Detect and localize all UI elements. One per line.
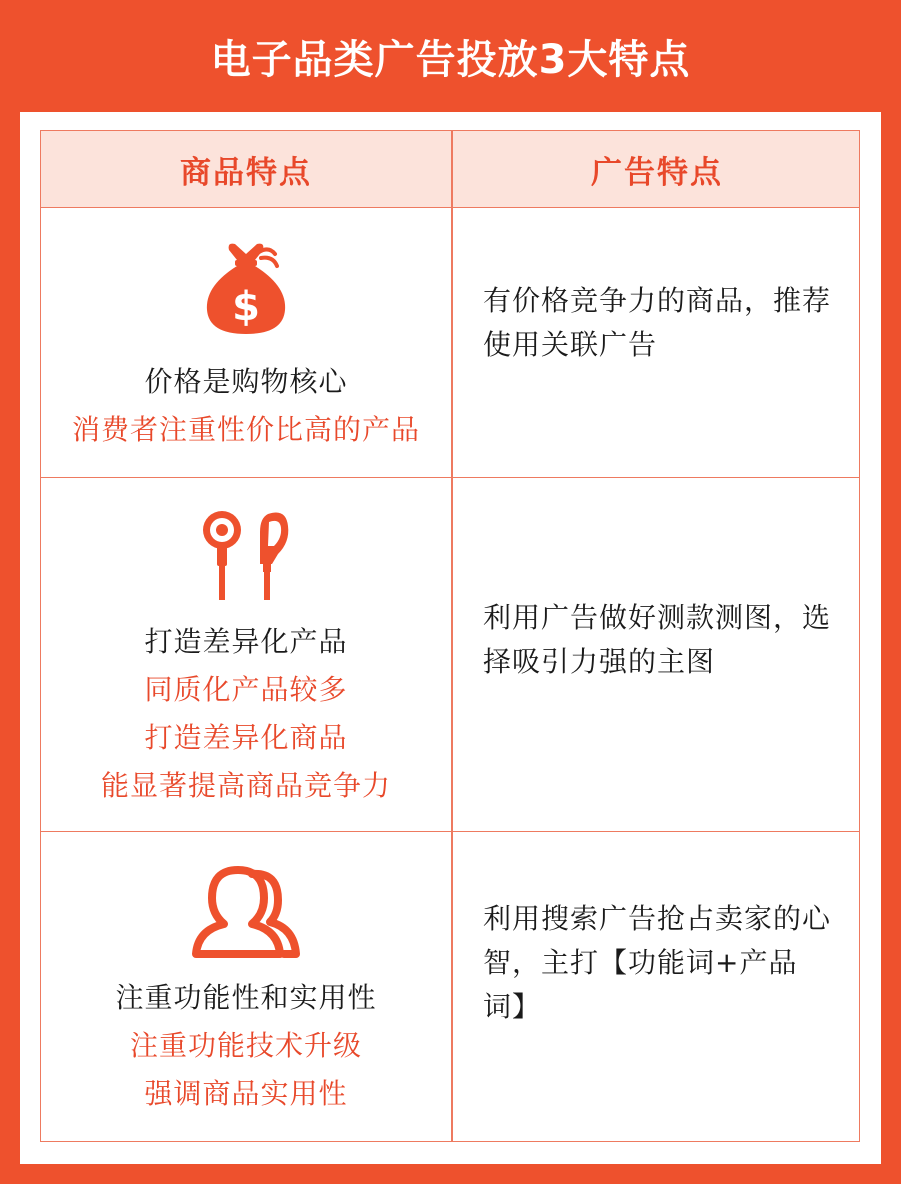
product-feature-main: 价格是购物核心	[144, 365, 348, 398]
header-product-features: 商品特点	[180, 154, 312, 191]
product-feature-main: 注重功能性和实用性	[115, 981, 377, 1014]
ad-feature-text: 利用搜索广告抢占卖家的心智，主打【功能词+产品词】	[483, 901, 832, 1023]
header-ad-features: 广告特点	[591, 154, 723, 191]
product-feature-main: 打造差异化产品	[144, 625, 348, 658]
product-feature-text	[41, 358, 451, 454]
ad-feature-cell	[453, 208, 861, 477]
ad-feature-cell	[453, 478, 861, 831]
money-bag-icon	[201, 240, 291, 340]
product-feature-text	[41, 974, 451, 1118]
ad-feature-cell	[453, 832, 861, 1143]
content-panel	[20, 112, 881, 1164]
users-icon	[190, 866, 302, 962]
page-title: 电子品类广告投放3大特点	[210, 36, 691, 83]
svg-text:$: $	[232, 284, 260, 330]
product-feature-sub: 注重功能技术升级	[129, 1029, 362, 1062]
features-table	[40, 130, 860, 1142]
column-divider	[451, 131, 453, 1141]
table-row	[41, 478, 859, 832]
table-row	[41, 832, 859, 1143]
product-feature-cell	[41, 208, 451, 477]
product-feature-text	[41, 618, 451, 810]
product-feature-sub: 打造差异化商品	[144, 721, 348, 754]
product-feature-sub: 消费者注重性价比高的产品	[71, 413, 420, 446]
table-header	[41, 131, 859, 208]
product-feature-sub: 能显著提高商品竞争力	[100, 769, 391, 802]
product-feature-sub: 强调商品实用性	[144, 1077, 348, 1110]
table-row	[41, 208, 859, 478]
product-feature-cell	[41, 832, 451, 1143]
product-feature-sub: 同质化产品较多	[144, 673, 348, 706]
earphones-icon	[196, 508, 296, 606]
product-feature-cell	[41, 478, 451, 831]
ad-feature-text: 有价格竞争力的商品，推荐使用关联广告	[483, 283, 832, 361]
ad-feature-text: 利用广告做好测款测图，选择吸引力强的主图	[483, 600, 832, 678]
